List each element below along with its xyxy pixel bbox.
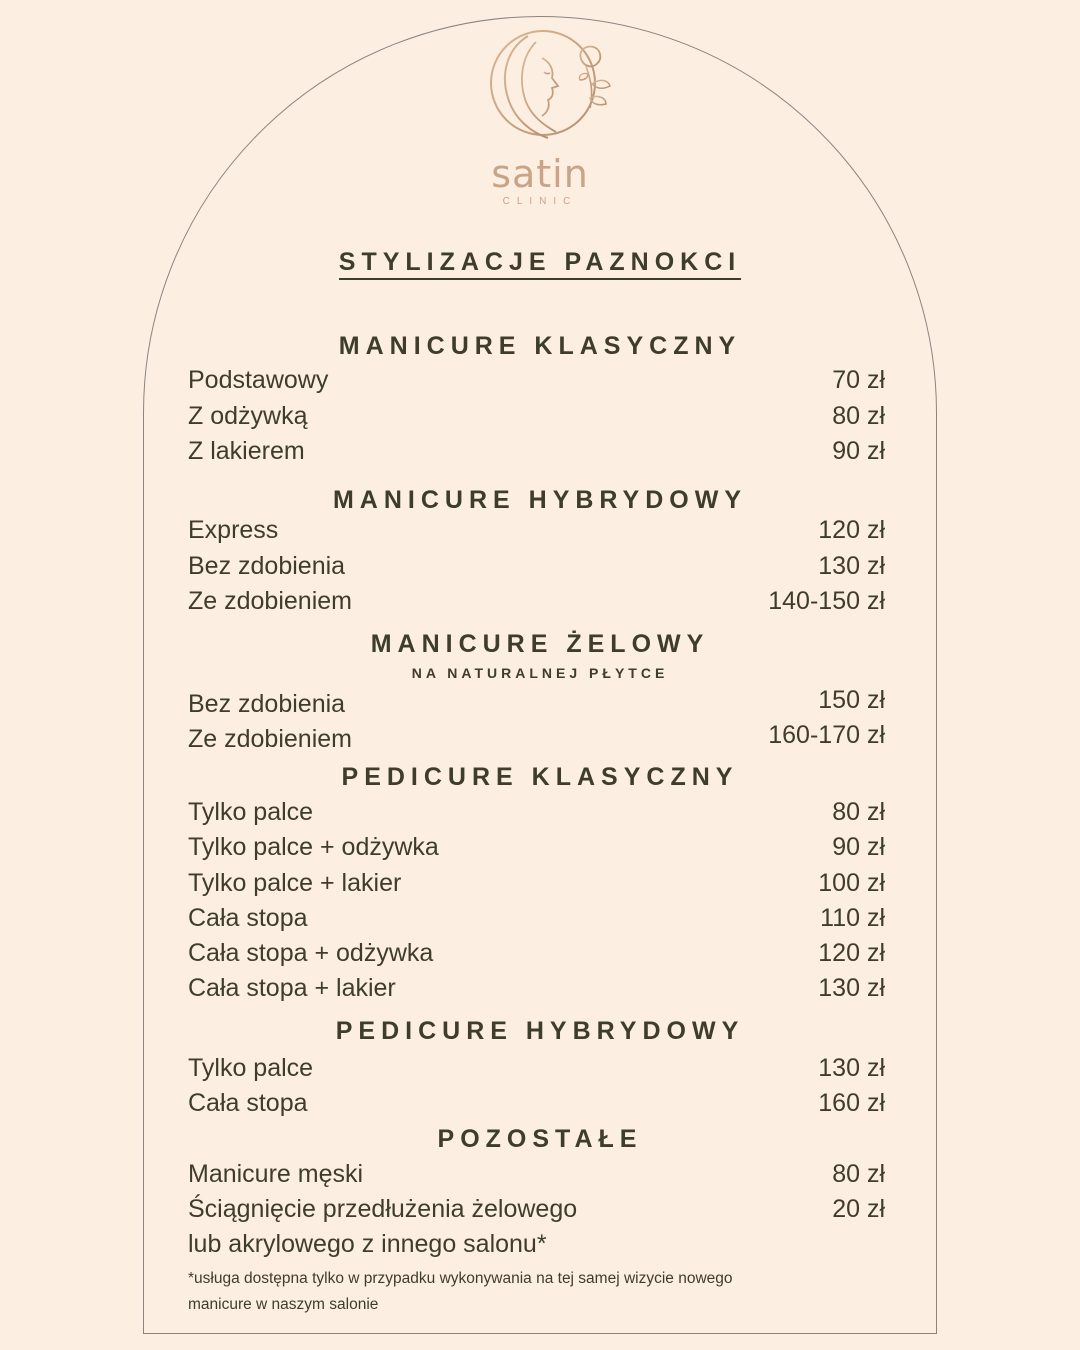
- list-item: [188, 552, 885, 584]
- item-price: 80 zł: [832, 798, 885, 826]
- item-price: 70 zł: [832, 366, 885, 394]
- section-heading-pedicure-hybrydowy: PEDICURE HYBRYDOWY: [335, 1017, 745, 1045]
- list-item: [188, 1089, 885, 1121]
- list-item: [188, 402, 885, 434]
- item-name: Tylko palce: [188, 1054, 314, 1082]
- section-heading-pedicure-klasyczny: PEDICURE KLASYCZNY: [341, 763, 739, 791]
- section-subheading: NA NATURALNEJ PŁYTCE: [411, 665, 669, 681]
- item-name: Podstawowy: [188, 366, 329, 394]
- item-name: Manicure męski: [188, 1160, 364, 1188]
- item-price: 120 zł: [818, 516, 885, 544]
- item-price: 100 zł: [818, 869, 885, 897]
- list-item: [188, 869, 885, 901]
- footnote: *usługa dostępna tylko w przypadku wykonywania na tej samej wizycie nowego manicure w naszym salonie: [188, 1270, 733, 1313]
- item-name: Tylko palce + odżywka: [188, 833, 439, 861]
- list-item: [188, 1160, 885, 1192]
- item-name: Z lakierem: [188, 437, 305, 465]
- list-item: [188, 1230, 885, 1262]
- item-price: 160-170 zł: [768, 721, 885, 749]
- brand-name: satin: [491, 152, 589, 196]
- item-name: Ściągnięcie przedłużenia żelowego: [188, 1195, 578, 1223]
- item-name: Express: [188, 516, 279, 544]
- item-price: 110 zł: [820, 904, 885, 932]
- item-price: 140-150 zł: [768, 587, 885, 615]
- list-item: [188, 904, 885, 936]
- page-title: STYLIZACJE PAZNOKCI: [0, 248, 1080, 277]
- section-heading-manicure-zelowy: MANICURE ŻELOWY: [370, 630, 710, 658]
- item-name: Ze zdobieniem: [188, 587, 352, 615]
- list-item: [188, 437, 885, 469]
- item-price: 20 zł: [832, 1195, 885, 1223]
- item-price: 90 zł: [832, 437, 885, 465]
- item-name: Ze zdobieniem: [188, 725, 352, 753]
- item-price: 90 zł: [832, 833, 885, 861]
- list-item: [188, 366, 885, 398]
- section-heading-pozostale: POZOSTAŁE: [437, 1125, 643, 1153]
- list-item: [188, 686, 885, 722]
- item-name: Cała stopa: [188, 1089, 308, 1117]
- item-name: Bez zdobienia: [188, 552, 346, 580]
- item-price: 130 zł: [818, 1054, 885, 1082]
- item-name: lub akrylowego z innego salonu*: [188, 1230, 547, 1258]
- item-name: Cała stopa: [188, 904, 308, 932]
- item-price: 160 zł: [818, 1089, 885, 1117]
- item-price: 120 zł: [818, 939, 885, 967]
- section-heading-manicure-klasyczny: MANICURE KLASYCZNY: [338, 332, 742, 360]
- item-price: 80 zł: [832, 1160, 885, 1188]
- item-price: 150 zł: [818, 686, 885, 714]
- item-name: Tylko palce: [188, 798, 314, 826]
- list-item: [188, 974, 885, 1006]
- list-item: [188, 939, 885, 971]
- item-name: Tylko palce + lakier: [188, 869, 402, 897]
- list-item: [188, 587, 885, 619]
- brand-subtitle: CLINIC: [502, 196, 578, 207]
- section-heading-manicure-hybrydowy: MANICURE HYBRYDOWY: [332, 486, 748, 514]
- item-price: 130 zł: [818, 974, 885, 1002]
- item-price: 130 zł: [818, 552, 885, 580]
- item-name: Bez zdobienia: [188, 690, 346, 718]
- list-item: [188, 1054, 885, 1086]
- item-price: 80 zł: [832, 402, 885, 430]
- item-name: Cała stopa + odżywka: [188, 939, 434, 967]
- list-item: [188, 516, 885, 548]
- item-name: Cała stopa + lakier: [188, 974, 396, 1002]
- list-item: [188, 721, 885, 757]
- item-name: Z odżywką: [188, 402, 308, 430]
- list-item: [188, 1195, 885, 1227]
- list-item: [188, 798, 885, 830]
- list-item: [188, 833, 885, 865]
